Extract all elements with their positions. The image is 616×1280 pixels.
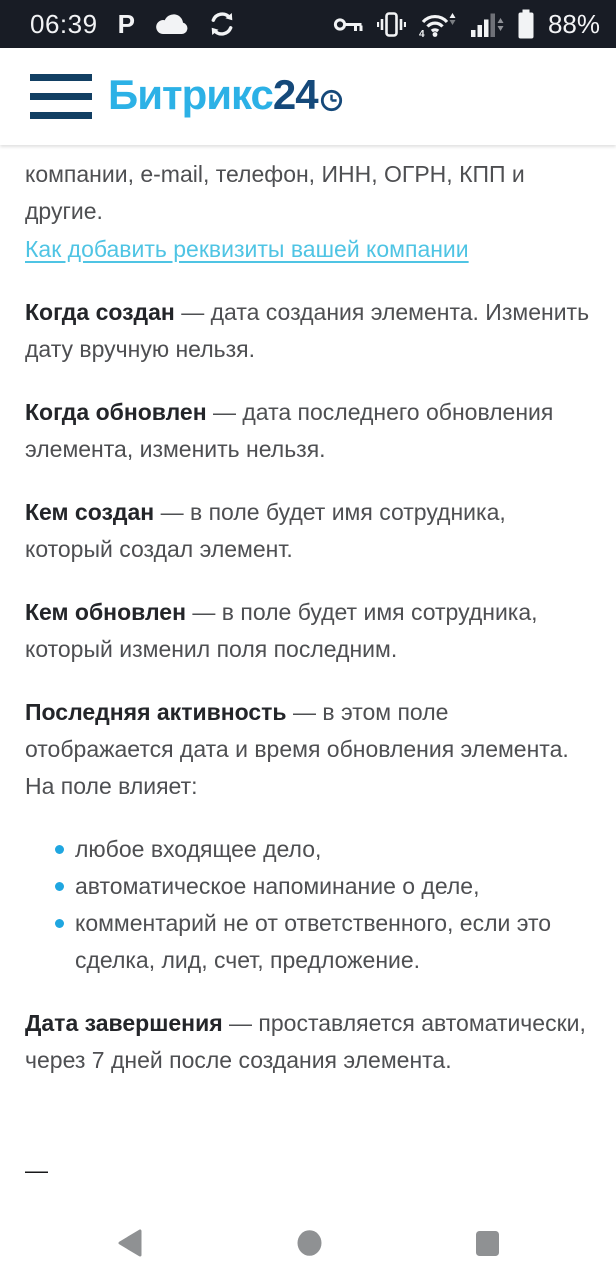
- list-item: автоматическое напоминание о деле,: [55, 868, 591, 905]
- vibrate-icon: [377, 11, 406, 38]
- recents-button[interactable]: [475, 1230, 500, 1257]
- definition-text: — дата создания элемента. Изменить дату вручную нельзя.: [25, 299, 590, 362]
- app-header: [0, 48, 616, 145]
- list-item: комментарий не от ответственного, если это сделка, лид, счет, предложение.: [55, 905, 591, 979]
- wifi-icon: [419, 11, 457, 38]
- sync-icon: [208, 10, 236, 38]
- vpn-key-icon: [333, 16, 364, 33]
- definition-paragraph: [25, 294, 591, 368]
- app-p-icon: P: [117, 8, 135, 39]
- definition-term: Когда обновлен: [25, 399, 207, 425]
- definition-paragraph: [25, 494, 591, 568]
- definition-text: — проставляется автоматически, через 7 дней после создания элемента.: [25, 1010, 586, 1073]
- logo-text-secondary: 24: [272, 71, 318, 118]
- definition-term: Дата завершения: [25, 1010, 223, 1036]
- definition-text: — в поле будет имя сотрудника, который создал элемент.: [25, 499, 506, 562]
- definition-term: Кем обновлен: [25, 599, 186, 625]
- status-bar-right: [333, 9, 600, 40]
- definition-text: — в поле будет имя сотрудника, который изменил поля последним.: [25, 599, 538, 662]
- signal-icon: [470, 11, 504, 38]
- status-bar-left: [30, 9, 236, 40]
- definition-term: Последняя активность: [25, 699, 287, 725]
- status-bar: [0, 0, 616, 48]
- back-button[interactable]: [116, 1228, 143, 1258]
- svg-text:4: 4: [418, 28, 425, 38]
- hamburger-bar: [30, 93, 92, 100]
- android-nav-bar: [0, 1206, 616, 1280]
- definition-paragraph: [25, 394, 591, 468]
- bitrix24-logo[interactable]: [108, 71, 343, 122]
- list-item: любое входящее дело,: [55, 831, 591, 868]
- hamburger-bar: [30, 74, 92, 81]
- clock-time: 06:39: [30, 8, 98, 39]
- battery-percent: 88%: [547, 8, 600, 39]
- home-button[interactable]: [296, 1229, 323, 1257]
- article-content: [0, 148, 616, 1183]
- definition-paragraph-closing: [25, 1005, 591, 1079]
- how-to-add-requisites-link[interactable]: Как добавить реквизиты вашей компании: [25, 236, 469, 262]
- definition-text: — в этом поле отображается дата и время обновления элемента. На поле влияет:: [25, 699, 569, 799]
- definition-text: — дата последнего обновления элемента, изменить нельзя.: [25, 399, 554, 462]
- intro-paragraph: компании, e-mail, телефон, ИНН, ОГРН, КПП и другие.: [25, 161, 525, 224]
- hamburger-menu-button[interactable]: [30, 74, 92, 119]
- cloud-icon: [155, 13, 188, 35]
- logo-clock-icon: [320, 74, 343, 122]
- definition-paragraph: [25, 594, 591, 668]
- definition-term: Когда создан: [25, 299, 175, 325]
- battery-icon: [517, 9, 535, 39]
- definition-term: Кем создан: [25, 499, 155, 525]
- bullet-list: [25, 831, 591, 979]
- hamburger-bar: [30, 112, 92, 119]
- logo-text-primary: Битрикс: [108, 71, 273, 118]
- next-paragraph-dash: —: [25, 1157, 48, 1183]
- definition-paragraph: [25, 694, 591, 805]
- definitions-container: [25, 294, 591, 805]
